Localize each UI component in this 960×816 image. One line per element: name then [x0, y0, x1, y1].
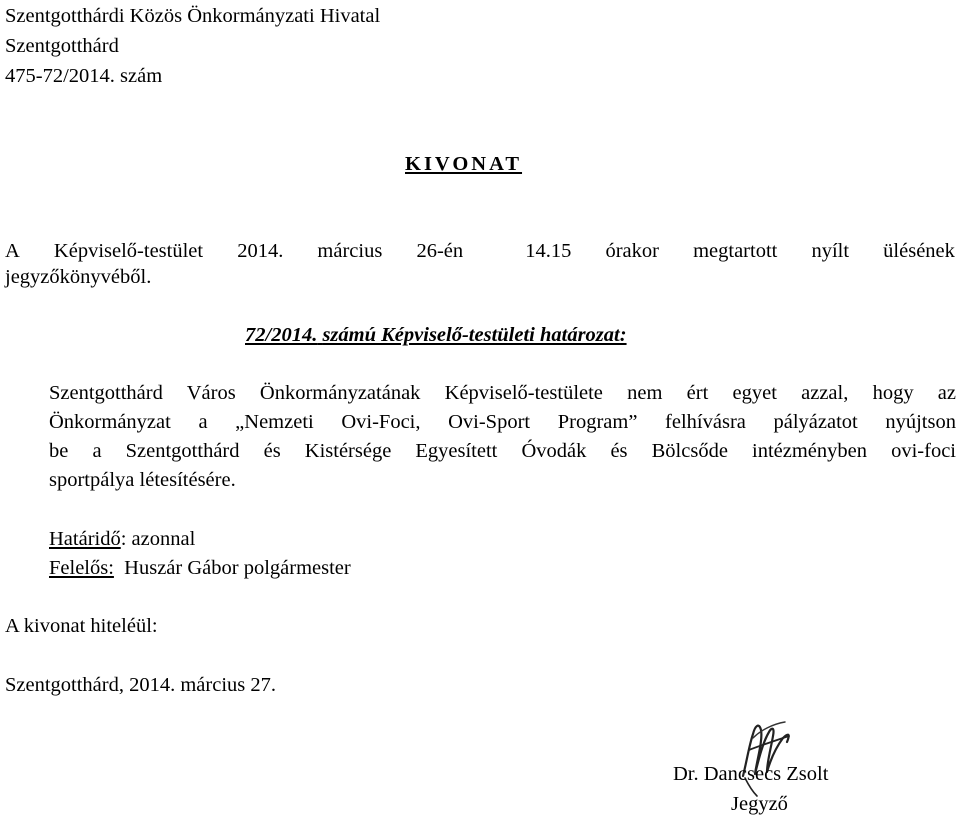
intro-word: nyílt: [811, 240, 850, 262]
intro-word: 14.15: [525, 240, 572, 262]
intro-word: megtartott: [693, 240, 778, 262]
intro-word: 26-én: [416, 240, 464, 262]
resolution-body-line: sportpálya létesítésére.: [49, 469, 236, 491]
deadline-label: Határidő: [49, 528, 121, 550]
resolution-body-line: be a Szentgotthárd és Kistérsége Egyesített Óvodák és Bölcsőde intézményben ovi-foci: [49, 440, 956, 462]
responsible: [49, 556, 351, 580]
signatory-name: Dr. Dancsecs Zsolt: [673, 763, 829, 785]
issuing-city: Szentgotthárd: [5, 35, 119, 57]
reference-number: 475-72/2014. szám: [5, 65, 163, 87]
intro-word: ülésének: [883, 240, 955, 262]
intro-word: órakor: [605, 240, 659, 262]
intro-word: március: [317, 240, 383, 262]
issuing-office: Szentgotthárdi Közös Önkormányzati Hivatal: [5, 5, 381, 27]
resolution-heading: [245, 323, 627, 347]
responsible-value: Huszár Gábor polgármester: [124, 557, 351, 579]
document-title: KIVONAT: [405, 153, 523, 175]
responsible-label: Felelős:: [49, 557, 114, 579]
resolution-body-line: Szentgotthárd Város Önkormányzatának Képviselő-testülete nem ért egyet azzal, hogy az: [49, 382, 956, 404]
deadline-value: : azonnal: [120, 528, 196, 550]
intro-word: 2014.: [237, 240, 284, 262]
intro-line-2: jegyzőkönyvéből.: [5, 266, 152, 288]
place-and-date: Szentgotthárd, 2014. március 27.: [5, 674, 277, 696]
intro-word: Képviselő-testület: [53, 240, 204, 262]
intro-line: [5, 239, 955, 263]
resolution-label: számú Képviselő-testületi határozat:: [322, 324, 627, 346]
resolution-body-line: Önkormányzat a „Nemzeti Ovi-Foci, Ovi-Sport Program” felhívásra pályázatot nyújtson: [49, 411, 956, 433]
certification-text: A kivonat hiteléül:: [5, 615, 158, 637]
resolution-number: 72/2014.: [245, 324, 318, 346]
deadline: [49, 527, 195, 551]
signatory-role: Jegyző: [731, 793, 788, 815]
intro-word: A: [5, 240, 20, 262]
